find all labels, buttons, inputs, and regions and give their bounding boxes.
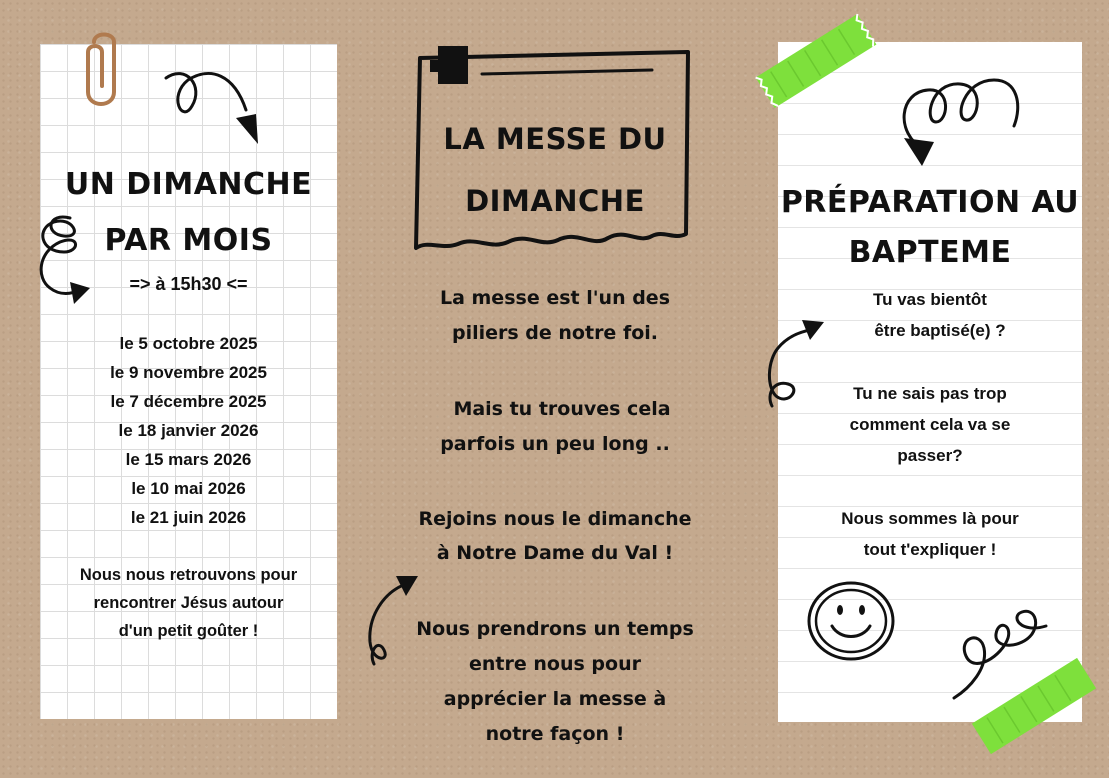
date-item: le 18 janvier 2026 <box>118 421 259 440</box>
date-item: le 5 octobre 2025 <box>119 334 258 353</box>
center-text-line: piliers de notre foi. <box>451 322 658 344</box>
right-text-line: Nous sommes là pour <box>841 509 1019 528</box>
center-text-line: Nous prendrons un temps <box>416 618 694 640</box>
date-item: le 15 mars 2026 <box>125 450 252 469</box>
left-closing-line: rencontrer Jésus autour <box>93 594 284 612</box>
center-text-line: parfois un peu long .. <box>440 433 670 455</box>
center-panel-title: LA MESSE DU DIMANCHE <box>443 122 667 218</box>
right-text-line: Tu vas bientôt <box>873 290 987 309</box>
swirl-icon <box>950 598 1054 702</box>
center-text-line: Mais tu trouves cela <box>453 398 671 420</box>
left-panel-time: => à 15h30 <= <box>129 274 248 294</box>
swirl-arrow-icon <box>30 212 96 308</box>
right-text-line: comment cela va se <box>849 415 1011 434</box>
left-closing-line: d'un petit goûter ! <box>118 622 259 640</box>
center-text-line: à Notre Dame du Val ! <box>436 542 674 564</box>
curly-arrow-icon <box>160 66 270 150</box>
curly-arrow-icon <box>364 572 420 668</box>
curly-arrow-icon <box>764 316 826 410</box>
tape-icon <box>752 14 880 108</box>
curly-arrow-icon <box>890 76 1030 168</box>
right-text-line: Tu ne sais pas trop <box>853 384 1007 403</box>
left-closing-line: Nous nous retrouvons pour <box>79 566 298 584</box>
center-text-line: La messe est l'un des <box>439 287 671 309</box>
date-item: le 9 novembre 2025 <box>110 363 267 382</box>
right-text-line: tout t'expliquer ! <box>863 540 997 559</box>
center-text-line: apprécier la messe à <box>443 688 667 710</box>
center-text-line: notre façon ! <box>485 723 625 745</box>
date-item: le 21 juin 2026 <box>130 508 247 527</box>
paperclip-icon <box>80 30 130 114</box>
center-text-line: Rejoins nous le dimanche <box>418 508 692 530</box>
date-item: le 7 décembre 2025 <box>110 392 267 411</box>
left-panel-title: UN DIMANCHE PAR MOIS <box>64 167 313 258</box>
smiley-icon <box>806 580 896 662</box>
right-panel-title: PRÉPARATION AU BAPTEME <box>780 185 1080 270</box>
center-text-line: entre nous pour <box>469 653 641 675</box>
right-text-line: être baptisé(e) ? <box>874 321 1006 340</box>
right-text-line: passer? <box>897 446 963 465</box>
date-item: le 10 mai 2026 <box>131 479 246 498</box>
